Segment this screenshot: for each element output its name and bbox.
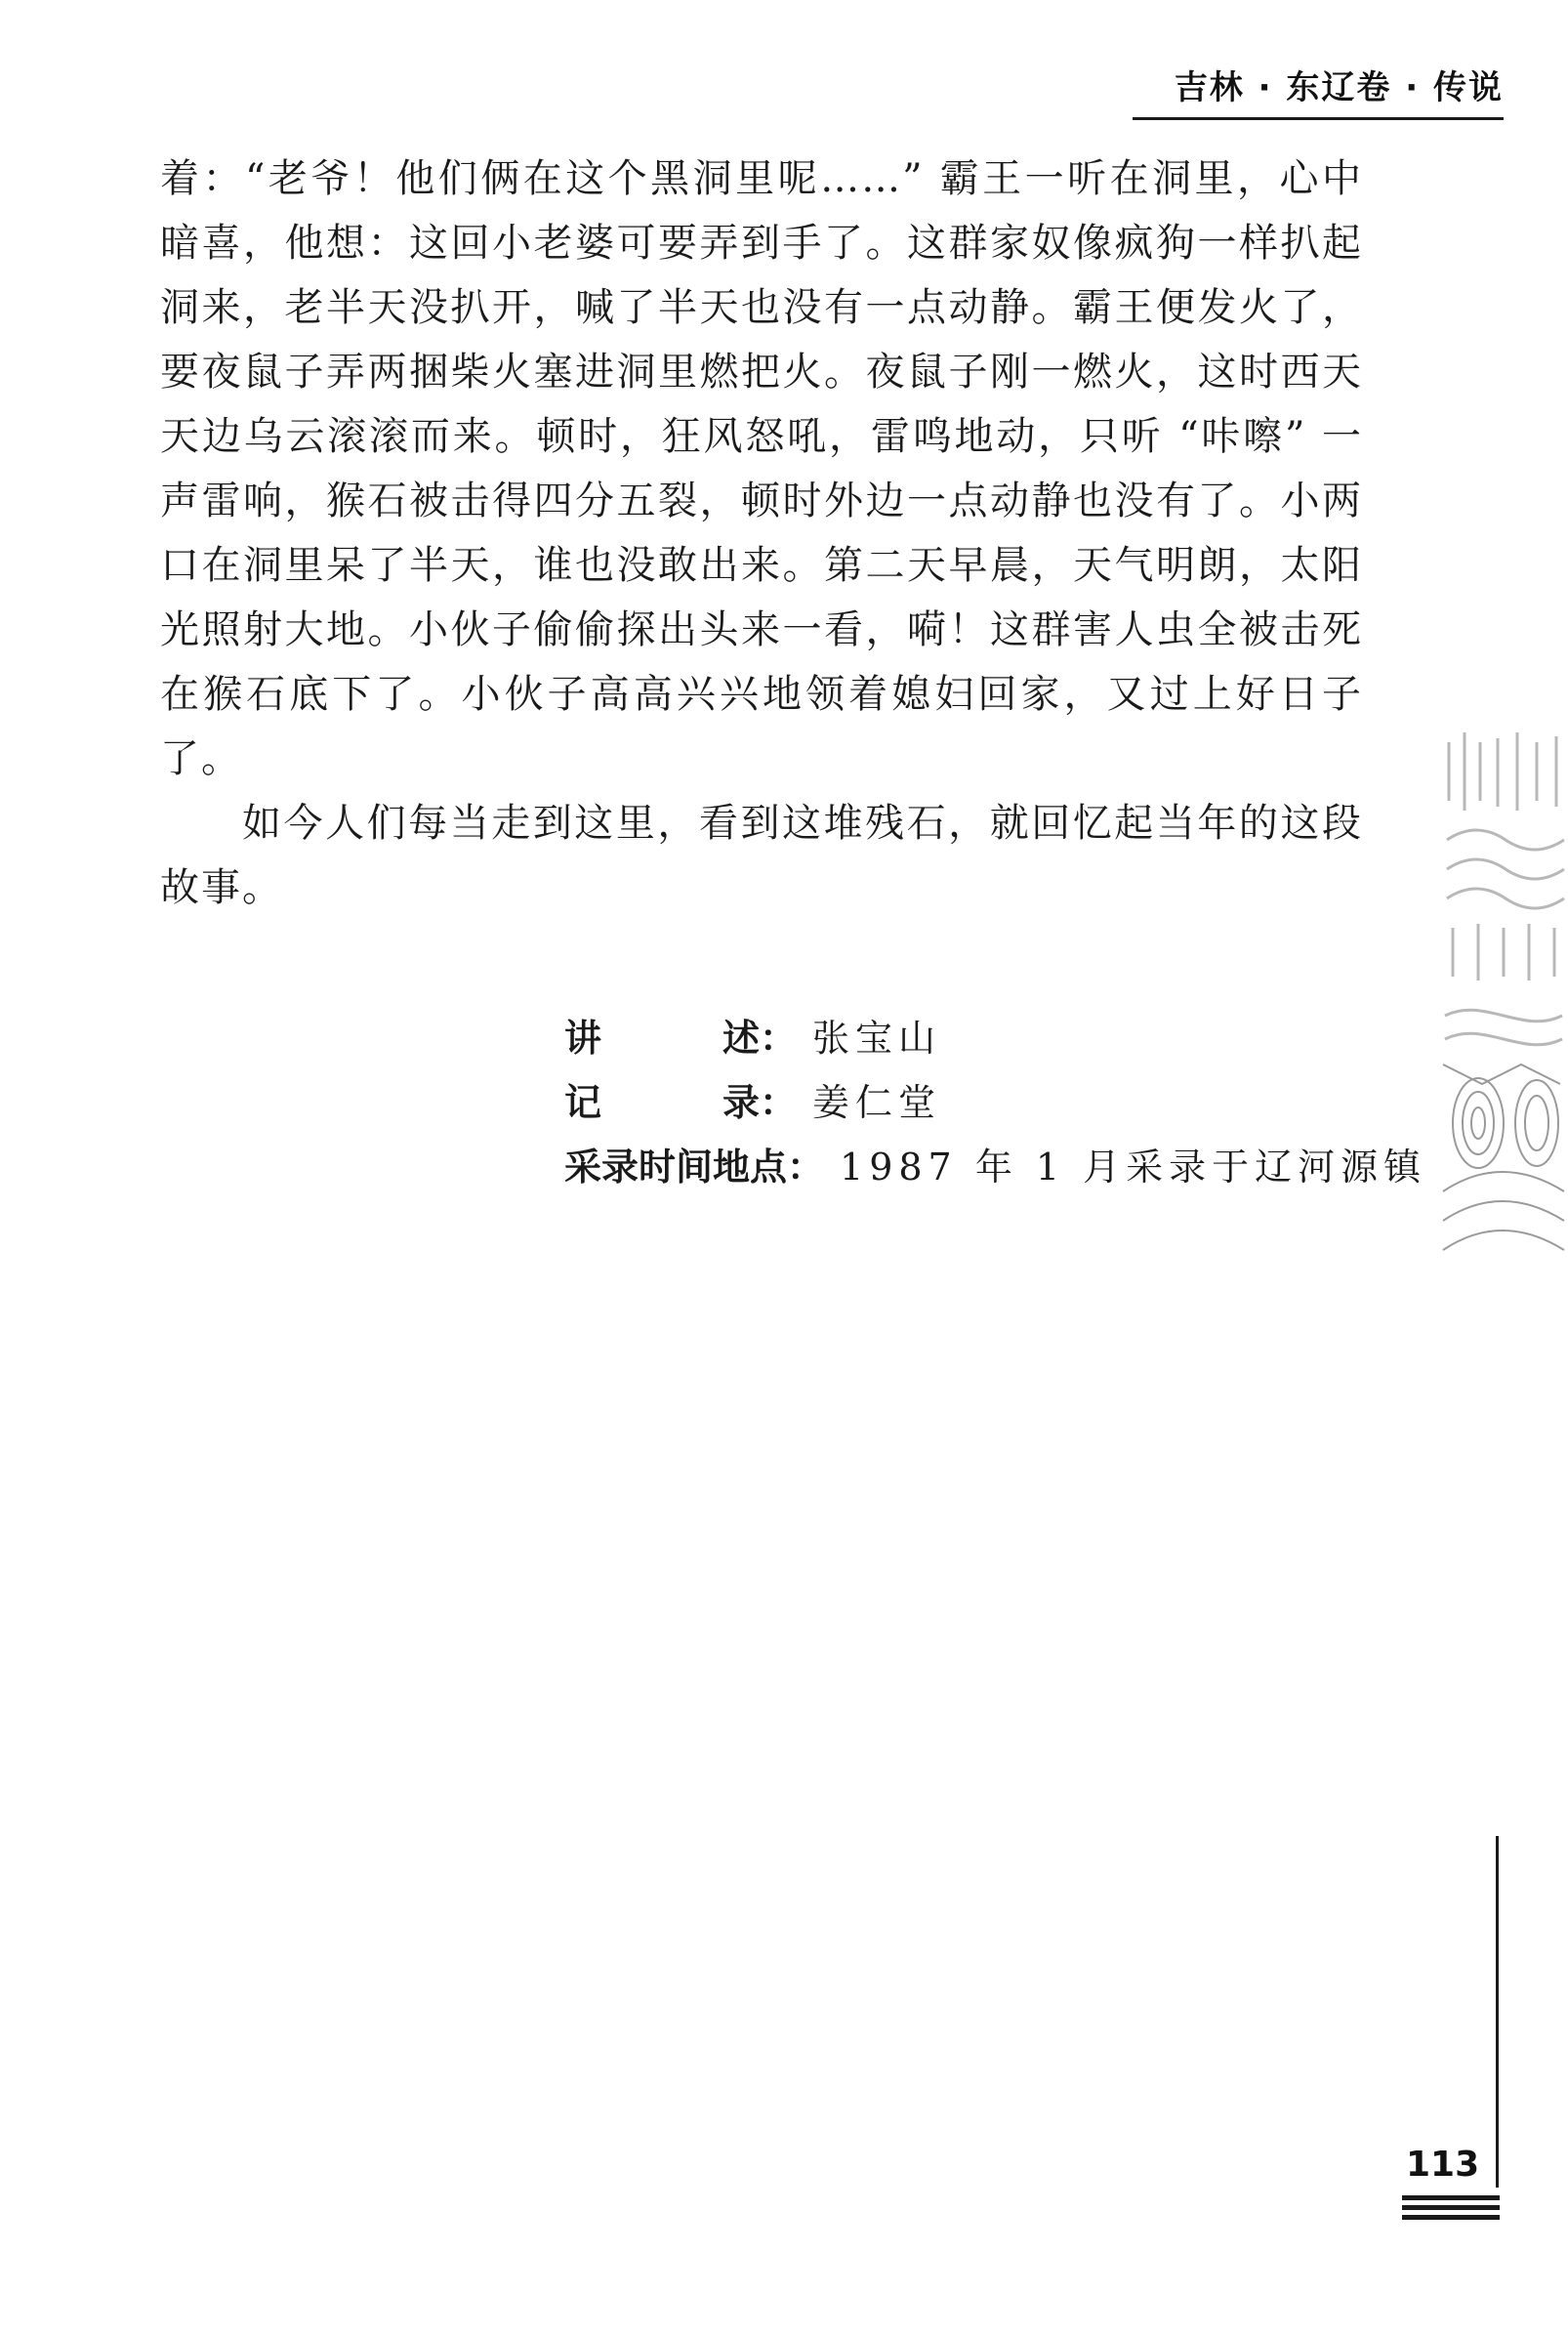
time-place-value: 1987 年 1 月采录于辽河源镇 — [840, 1146, 1427, 1189]
running-header: 吉林 · 东辽卷 · 传说 — [1174, 68, 1504, 107]
narrator-separator: ： — [760, 1017, 798, 1060]
recorder-separator: ： — [760, 1081, 798, 1124]
time-place-label: 采录时间地点 — [564, 1146, 788, 1189]
paragraph-continuation: 着：“老爷！他们俩在这个黑洞里呢……” 霸王一听在洞里，心中暗喜，他想：这回小老婆可要弄到手了。这群家奴像疯狗一样扒起洞来，老半天没扒开，喊了半天也没有一点动静。霸王便发火了，要夜鼠子弄两捆柴火塞进洞里燃把火。夜鼠子刚一燃火，这时西天天边乌云滚滚而来。顿时，狂风怒吼，雷鸣地动，只听 “咔嚓” 一声雷响，猴石被击得四分五裂，顿时外边一点动静也没有了。小两口在洞里呆了半天，谁也没敢出来。第二天早晨，天气明朗，太阳光照射大地。小伙子偷偷探出头来一看，嗬！这群害人虫全被击死在猴石底下了。小伙子高高兴兴地领着媳妇回家，又过上好日子了。 — [160, 156, 1363, 781]
page-bar — [1402, 2215, 1500, 2220]
edge-rule — [1496, 1836, 1499, 2188]
recorder-name: 姜仁堂 — [812, 1081, 942, 1124]
page-number: 113 — [1406, 2145, 1480, 2185]
narrator-name: 张宝山 — [812, 1017, 942, 1060]
credits-block — [564, 1006, 1426, 1199]
story-body — [160, 146, 1363, 920]
paragraph-closing: 如今人们每当走到这里，看到这堆残石，就回忆起当年的这段故事。 — [160, 801, 1363, 910]
page-bar — [1402, 2195, 1500, 2200]
recorder-label: 记录 — [564, 1081, 760, 1124]
credit-narrator — [564, 1006, 1426, 1070]
narrator-label: 讲述 — [564, 1017, 760, 1060]
page-number-bars — [1402, 2195, 1500, 2225]
credit-time-place — [564, 1135, 1426, 1199]
decorative-edge-pattern — [1439, 703, 1568, 1289]
header-rule — [1133, 117, 1504, 120]
page-bar — [1402, 2205, 1500, 2210]
time-place-separator: ： — [787, 1146, 825, 1189]
credit-recorder — [564, 1070, 1426, 1135]
